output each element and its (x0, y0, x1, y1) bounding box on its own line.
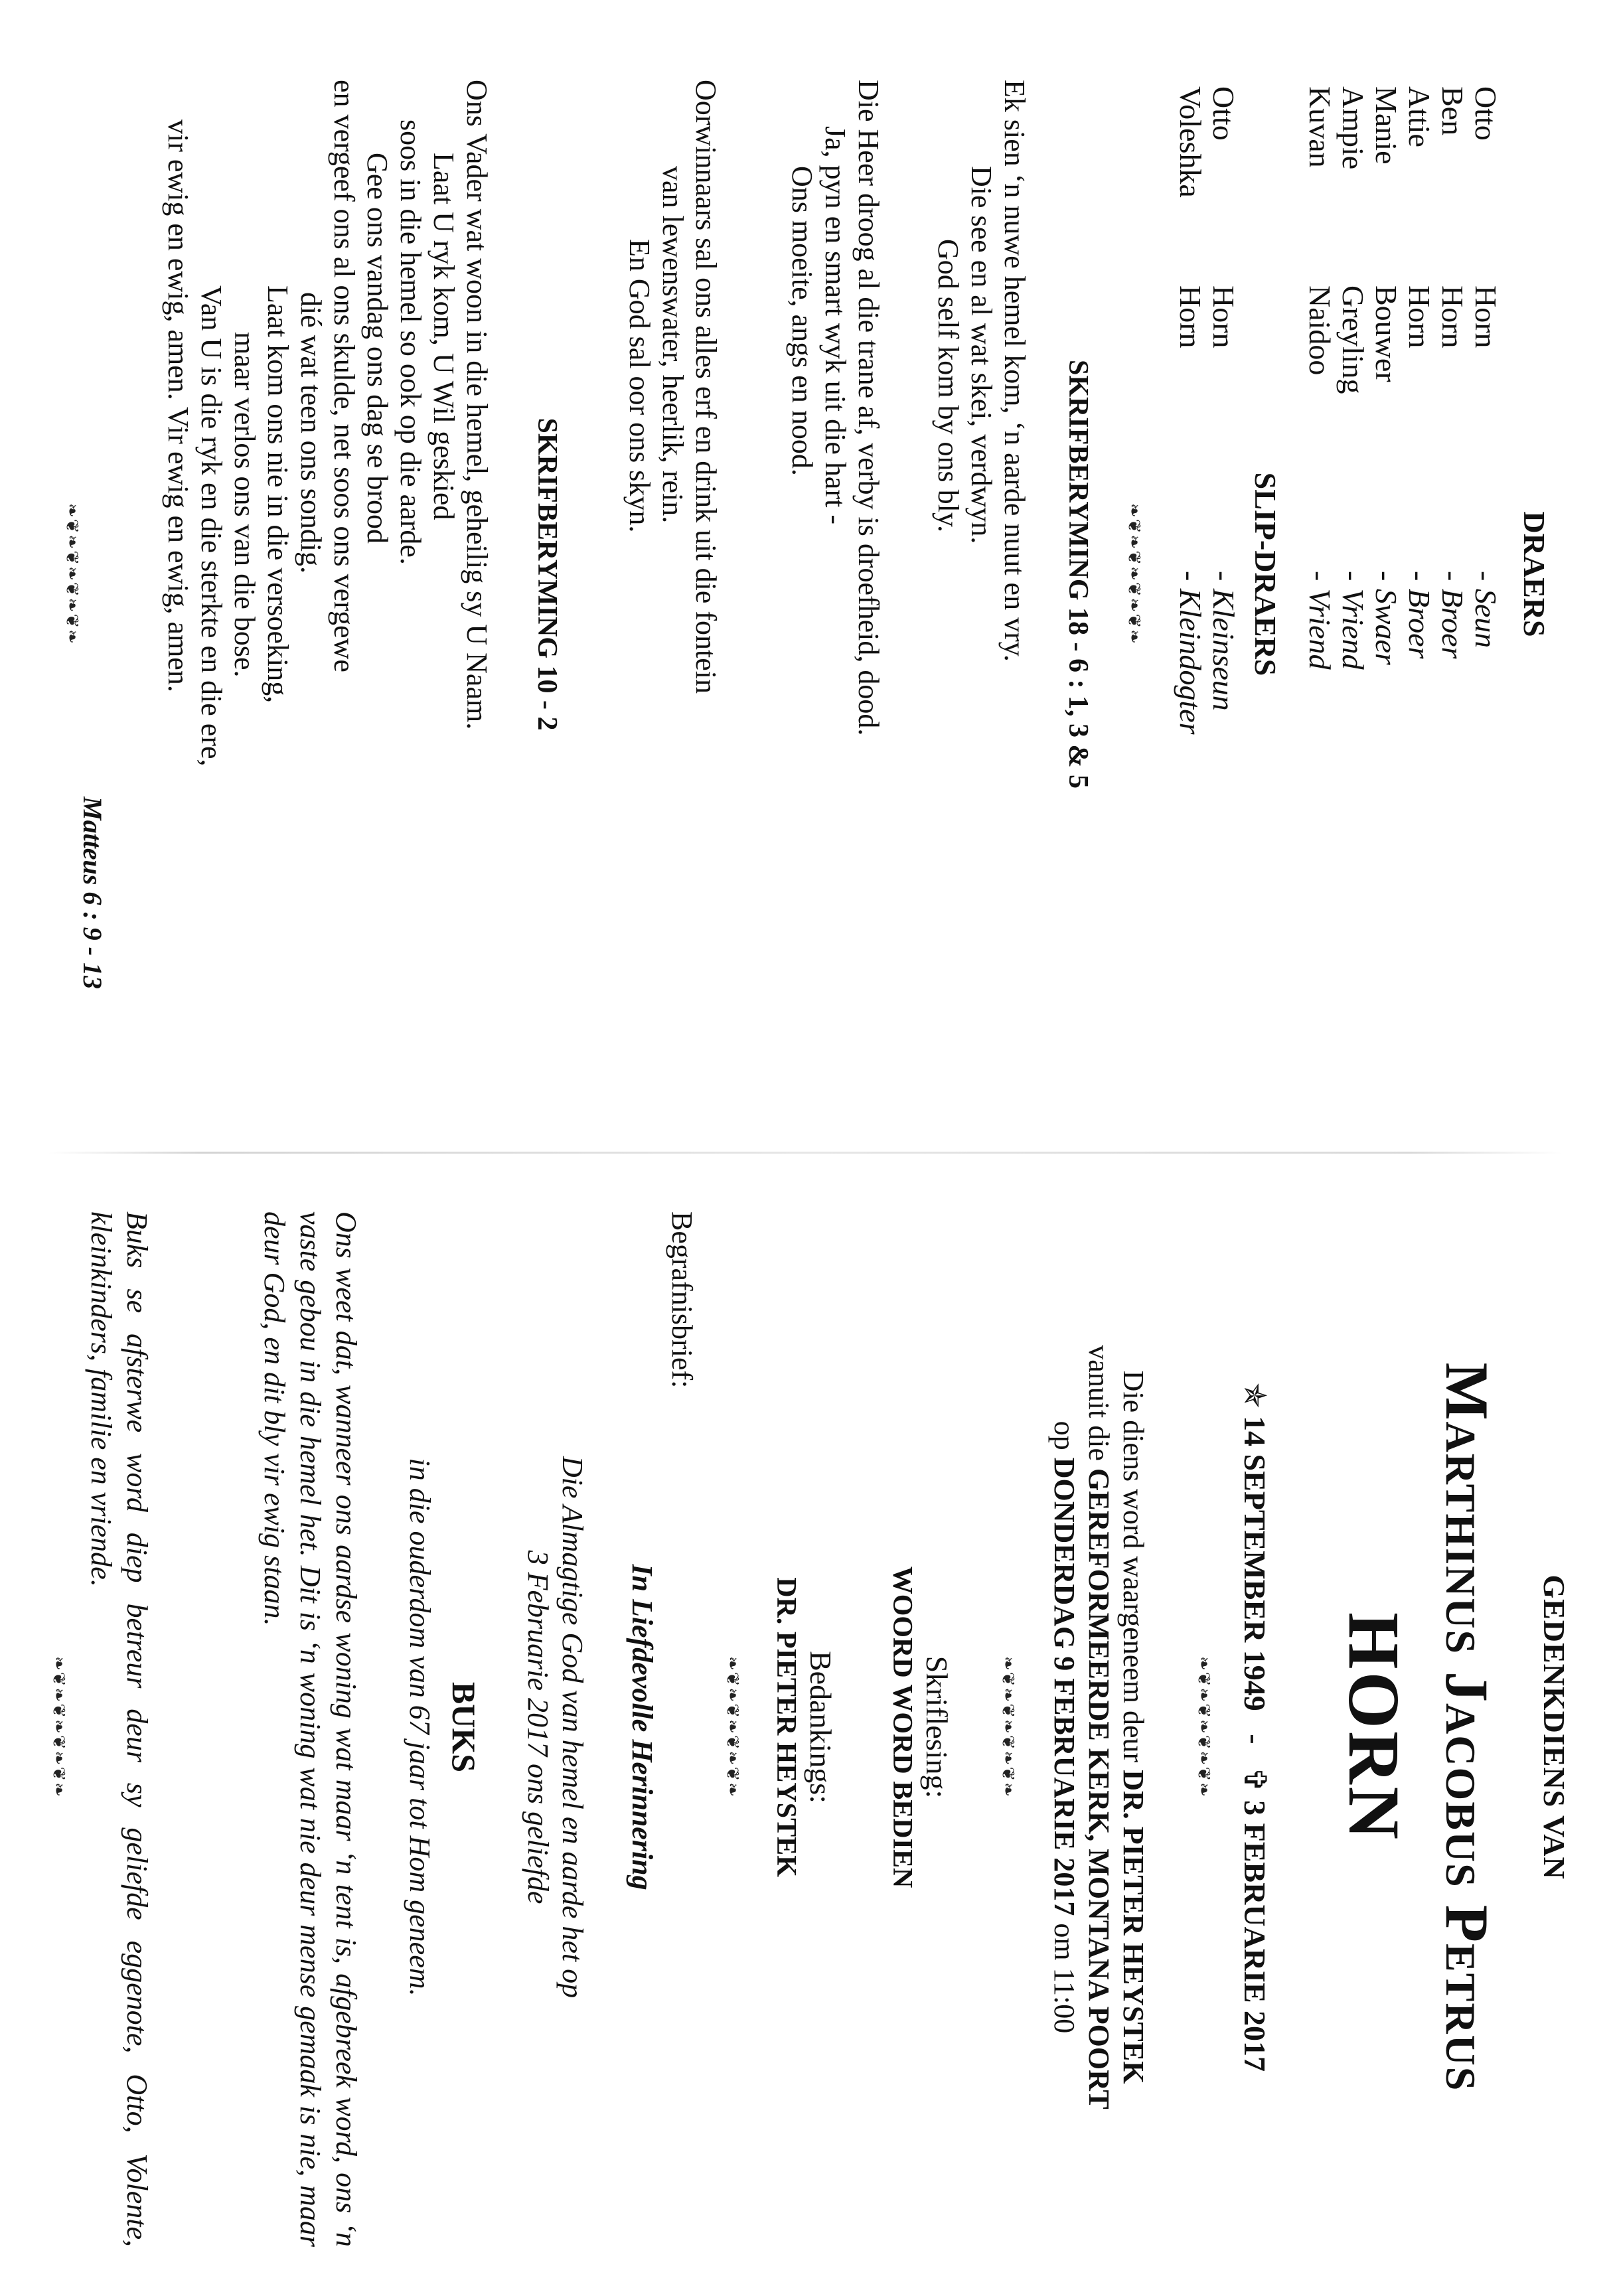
verse-1 (931, 80, 1031, 1102)
verse-line: Ons moeite, angs en nood. (786, 166, 818, 476)
first-name: Attie (1403, 86, 1436, 147)
verse-5 (623, 80, 722, 1102)
verse-line: Die Heer droog al die trane af, verby is droefheid, dood. (852, 80, 885, 736)
last-name: Horn (1403, 285, 1436, 348)
relation: - Seun (1469, 571, 1503, 649)
funeral-letter-label: Begrafnisbrief: (666, 1211, 698, 1389)
last-name: Horn (1174, 285, 1207, 348)
ornament-divider: ❧❦❧❦❧❦❧❦❧ (48, 1655, 68, 1799)
list-item (1303, 86, 1336, 670)
death-date: 3 FEBRUARIE 2017 (1238, 1800, 1272, 2072)
list-item (1369, 86, 1403, 670)
last-name: Horn (1207, 285, 1241, 348)
service-text: op (1048, 1420, 1081, 1458)
service-line (1081, 1158, 1116, 2296)
deceased-surname: HORN (1334, 1612, 1415, 1842)
ornament-divider: ❧❦❧❦❧❦❧❦❧ (62, 502, 82, 646)
service-line (1116, 1158, 1150, 2296)
lords-prayer (161, 80, 493, 1115)
in-memoriam-heading: In Liefdevolle Herinnering (626, 1564, 658, 1890)
service-date: DONDERDAG 9 FEBRUARIE 2017 (1048, 1457, 1081, 1916)
skrifberyming-10-heading: SKRIFBERYMING 10 - 2 (532, 418, 562, 731)
verse-line: Ek sien ‘n nuwe hemel kom, ‘n aarde nuut en vry. (998, 80, 1031, 662)
last-name: Greyling (1336, 285, 1370, 394)
service-text: Die diens word waargeneem deur (1117, 1370, 1150, 1770)
prayer-line: soos in die hemel so ook op die aarde. (394, 119, 427, 565)
list-item (1469, 86, 1502, 670)
service-time: om 11:00 (1048, 1916, 1081, 2034)
list-item (1403, 86, 1436, 670)
relation: - Vriend (1336, 571, 1370, 670)
ornament-divider: ❧❦❧❦❧❦❧❦❧ (1124, 502, 1144, 646)
announcement (520, 1158, 589, 2296)
ornament-divider: ❧❦❧❦❧❦❧❦❧ (998, 1655, 1018, 1799)
thanks-value: DR. PIETER HEYSTEK (771, 1577, 801, 1877)
first-name: Kuvan (1303, 86, 1337, 168)
verse-line: Ja, pyn en smart wyk uit die hart - (819, 126, 852, 524)
announcement-line: 3 Februarie 2017 ons geliefde (522, 1550, 554, 1904)
slip-draers-list (1174, 86, 1240, 735)
service-details (1047, 1158, 1150, 2296)
birth-date: 14 SEPTEMBER 1949 (1238, 1416, 1272, 1711)
prayer-line: Laat U ryk kom, U Wil geskied (427, 153, 460, 520)
first-name: Ampie (1336, 86, 1370, 170)
verse-3 (785, 80, 885, 1102)
prayer-line: en vergeef ons al ons skulde, net soos ons vergewe (328, 80, 360, 672)
church-name: GEREFORMEERDE KERK, MONTANA POORT (1083, 1468, 1115, 2109)
service-line (1047, 1158, 1081, 2296)
relation: - Kleindogter (1174, 571, 1207, 735)
ornament-divider: ❧❦❧❦❧❦❧❦❧ (722, 1655, 742, 1799)
service-title: GEDENKDIENS VAN (1537, 1574, 1571, 1880)
mourners-paragraph: Buks se afsterwe word diep betreur deur sy geliefde eggenote, Otto, Volente, kleinkinders, familie en vriende. (85, 1211, 153, 2247)
service-text: vanuit die (1083, 1345, 1115, 1469)
first-name: Voleshka (1174, 86, 1207, 198)
prayer-line: Laat kom ons nie in die versoeking, (262, 285, 294, 704)
verse-line: Oorwinnaars sal ons alles erf en drink uit die fontein (690, 80, 722, 694)
slip-draers-heading: SLIP-DRAERS (1249, 472, 1282, 676)
verse-line: van lewenswater, heerlik, rein. (656, 166, 689, 524)
prayer-line: Van U is die ryk en die sterkte en die ere, (195, 285, 228, 767)
last-name: Horn (1436, 285, 1470, 348)
list-item (1174, 86, 1207, 735)
prayer-line: Gee ons vandag ons dag se brood (361, 153, 394, 544)
nickname: BUKS (445, 1681, 483, 1773)
front-panel (0, 1158, 1615, 2296)
relation: - Broer (1403, 571, 1436, 659)
skrifberyming-18-heading: SKRIFBERYMING 18 - 6 : 1, 3 & 5 (1063, 359, 1093, 789)
relation: - Swaer (1369, 571, 1403, 665)
first-name: Otto (1207, 86, 1241, 141)
ornament-divider: ❧❦❧❦❧❦❧❦❧ (1193, 1655, 1213, 1799)
age-line: in die ouderdom van 67 jaar tot Hom geneem. (404, 1458, 436, 1997)
date-separator: - (1238, 1734, 1272, 1744)
relation: - Vriend (1303, 571, 1337, 670)
draers-list (1303, 86, 1502, 670)
last-name: Naidoo (1303, 285, 1337, 376)
list-item (1436, 86, 1469, 670)
last-name: Horn (1469, 285, 1503, 348)
thanks-label: Bedankings: (804, 1651, 838, 1803)
scripture-reference: Matteus 6 : 9 - 13 (78, 797, 108, 989)
prayer-line: vir ewig en ewig, amen. Vir ewig en ewig, amen. (162, 119, 194, 692)
verse-line: En God sal oor ons skyn. (623, 239, 656, 533)
prayer-line: maar verlos ons van die bose. (228, 332, 261, 678)
draers-heading: DRAERS (1517, 511, 1551, 637)
list-item (1207, 86, 1240, 735)
verse-line: God self kom by ons bly. (932, 239, 964, 533)
scripture-reading-label: Skriflesing: (920, 1655, 954, 1799)
star-icon: ✯ (1237, 1382, 1273, 1409)
fold-line (48, 1152, 1562, 1154)
scripture-reading-value: WOORD WORD BEDIEN (887, 1566, 917, 1888)
scripture-paragraph: Ons weet dat, wanneer ons aardse woning wat maar ‘n tent is, afgebreek word, ons ‘n vaste gebou in die hemel het. Dit is ‘n woning wat nie deur mense gemaak is nie, maar deur God, en dit bly vir ewig staan. (258, 1211, 362, 2247)
verse-line: Die see en al wat skei, verdwyn. (965, 166, 998, 544)
announcement-line: Die Almagtige God van hemel en aarde het op (556, 1456, 589, 1999)
officiant: DR. PIETER HEYSTEK (1117, 1770, 1150, 2084)
prayer-line: Ons Vader wat woon in die hemel, geheilig sy U Naam. (461, 80, 493, 730)
last-name: Bouwer (1369, 285, 1403, 382)
cross-icon: ✞ (1237, 1767, 1273, 1793)
first-name: Otto (1469, 86, 1503, 141)
first-name: Manie (1369, 86, 1403, 165)
prayer-line: dié wat teen ons sondig. (295, 292, 327, 574)
life-dates (1237, 1158, 1273, 2296)
relation: - Broer (1436, 571, 1470, 659)
relation: - Kleinseun (1207, 571, 1241, 711)
list-item (1336, 86, 1369, 670)
deceased-given-names: Marthinus Jacobus Petrus (1433, 1362, 1501, 2092)
first-name: Ben (1436, 86, 1470, 136)
